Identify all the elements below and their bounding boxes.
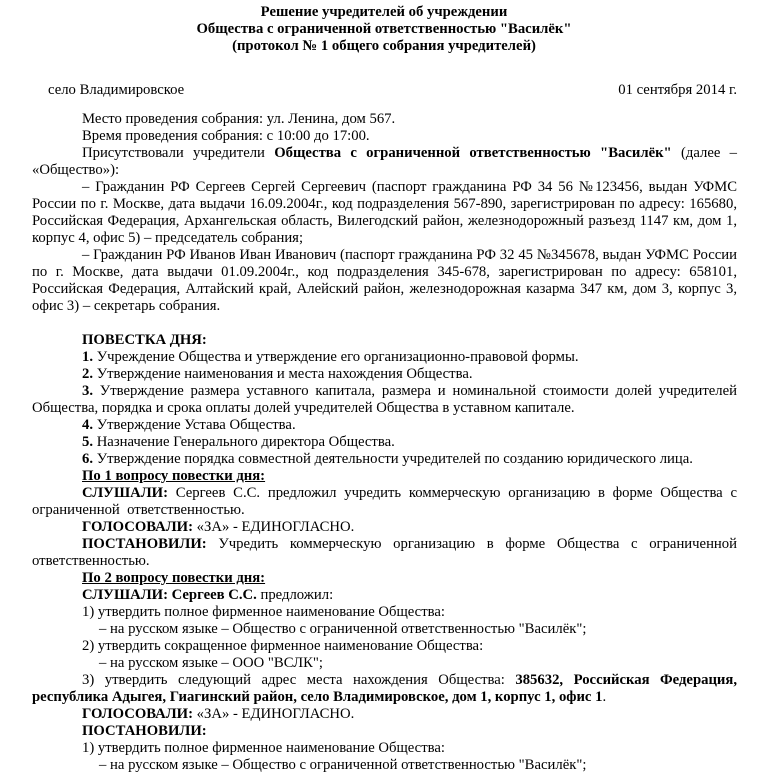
paragraph [32,638,737,655]
meeting-place: село Владимировское [48,82,185,98]
text-run: Утверждение наименования и места нахождения Общества. [93,366,473,382]
text-run: СЛУШАЛИ: Сергеев С.С. [82,587,257,603]
title-line-1: Решение учредителей об учреждении [260,4,508,20]
text-run: 1) утвердить полное фирменное наименование Общества: [82,604,445,620]
text-run: 4. [82,417,94,433]
text-run: Общества с ограниченной ответственностью "Василёк" [274,145,672,161]
text-run: ГОЛОСОВАЛИ: [82,519,193,535]
text-run: По 2 вопросу повестки дня: [82,570,266,586]
paragraph [32,434,737,451]
text-run: Присутствовали учредители [82,145,275,161]
paragraph [32,655,737,672]
meeting-date: 01 сентября 2014 г. [618,82,737,98]
paragraph [32,468,737,485]
text-run: 2) утвердить сокращенное фирменное наименование Общества: [82,638,484,654]
text-run: Учреждение Общества и утверждение его организационно-правовой формы. [93,349,579,365]
text-run: . [602,689,607,705]
paragraph [32,179,737,247]
paragraph [32,536,737,570]
text-run: ГОЛОСОВАЛИ: [82,706,193,722]
text-run: ПОСТАНОВИЛИ: [82,723,207,739]
text-run: – на русском языке – ООО "ВСЛК"; [99,655,323,671]
text-run: 3) утвердить следующий адрес места нахождения Общества: [82,672,516,688]
text-run: Утверждение Устава Общества. [93,417,296,433]
text-run: 5. [82,434,94,450]
paragraph [32,417,737,434]
text-run: – Гражданин РФ Сергеев Сергей Сергеевич (паспорт гражданина РФ 34 56 №123456, выдан УФМС России по г. Москве, дата выдачи 16.09.2004г., код подразделения 567-890, зарегистрирован по адресу: 165680, Российская Федерация, Архангельская область, Вилегодский район, железнодорожный разъезд 1147 км, дом 1, корпус 4, офис 5) – председатель собрания; [32,179,737,246]
text-run: ПОСТАНОВИЛИ: [82,536,207,552]
text-run: Назначение Генерального директора Общества. [93,434,395,450]
paragraph [32,519,737,536]
text-run: 1. [82,349,94,365]
text-run: Сергеев С.С. предложил учредить коммерческую организацию в форме Общества с ограниченной ответственностью. [32,485,737,518]
text-run: ПОВЕСТКА ДНЯ: [82,332,207,348]
text-run: – на русском языке – Общество с ограниченной ответственностью "Василёк"; [99,757,587,773]
paragraph [32,621,737,638]
paragraph [32,111,737,128]
paragraph [32,145,737,179]
text-run: 6. [82,451,94,467]
text-run: 1) утвердить полное фирменное наименование Общества: [82,740,445,756]
text-run: 2. [82,366,94,382]
paragraph [32,604,737,621]
paragraph [32,740,737,757]
text-run: Утверждение порядка совместной деятельности учредителей по созданию юридического лица. [93,451,693,467]
text-run: 385632, Российская Федерация, республика Адыгея, Гиагинский район, село Владимировское, дом 1, корпус 1, офис 1 [32,672,738,705]
paragraph [32,349,737,366]
text-run: Утверждение размера уставного капитала, размера и номинальной стоимости долей учредителей Общества, порядка и срока оплаты долей учредителей Общества в уставном капитале. [32,383,737,416]
document-body [32,111,737,774]
text-run: Учредить коммерческую организацию в форме Общества с ограниченной ответственностью. [32,536,737,569]
paragraph [32,332,737,349]
paragraph [32,128,737,145]
paragraph [32,723,737,740]
text-run: предложил: [256,587,334,603]
paragraph [32,315,737,332]
paragraph [32,570,737,587]
title-line-2: Общества с ограниченной ответственностью "Василёк" [196,21,572,37]
text-run: – на русском языке – Общество с ограниченной ответственностью "Василёк"; [99,621,587,637]
text-run: Время проведения собрания: с 10:00 до 17:00. [82,128,370,144]
text-run: СЛУШАЛИ: [82,485,168,501]
paragraph [32,485,737,519]
place-date-row [32,82,737,99]
paragraph [32,672,737,706]
paragraph [32,587,737,604]
text-run: – Гражданин РФ Иванов Иван Иванович (паспорт гражданина РФ 32 45 №345678, выдан УФМС России по г. Москве, дата выдачи 01.09.2004г., код подразделения 345-678, зарегистрирован по адресу: 658101, Российская Федерация, Алтайский край, Алейский район, железнодорожная казарма 347 км, дом 3, корпус 3, офис 3) – секретарь собрания. [32,247,737,314]
text-run: «ЗА» - ЕДИНОГЛАСНО. [193,519,355,535]
paragraph [32,757,737,774]
title-line-3: (протокол № 1 общего собрания учредителей) [232,38,536,54]
paragraph [32,706,737,723]
text-run: По 1 вопросу повестки дня: [82,468,266,484]
paragraph [32,383,737,417]
document-title [0,0,768,55]
paragraph [32,247,737,315]
text-run: Место проведения собрания: ул. Ленина, дом 567. [82,111,396,127]
paragraph [32,451,737,468]
text-run: (далее – «Общество»): [32,145,737,178]
text-run: 3. [82,383,94,399]
paragraph [32,366,737,383]
text-run: «ЗА» - ЕДИНОГЛАСНО. [193,706,355,722]
